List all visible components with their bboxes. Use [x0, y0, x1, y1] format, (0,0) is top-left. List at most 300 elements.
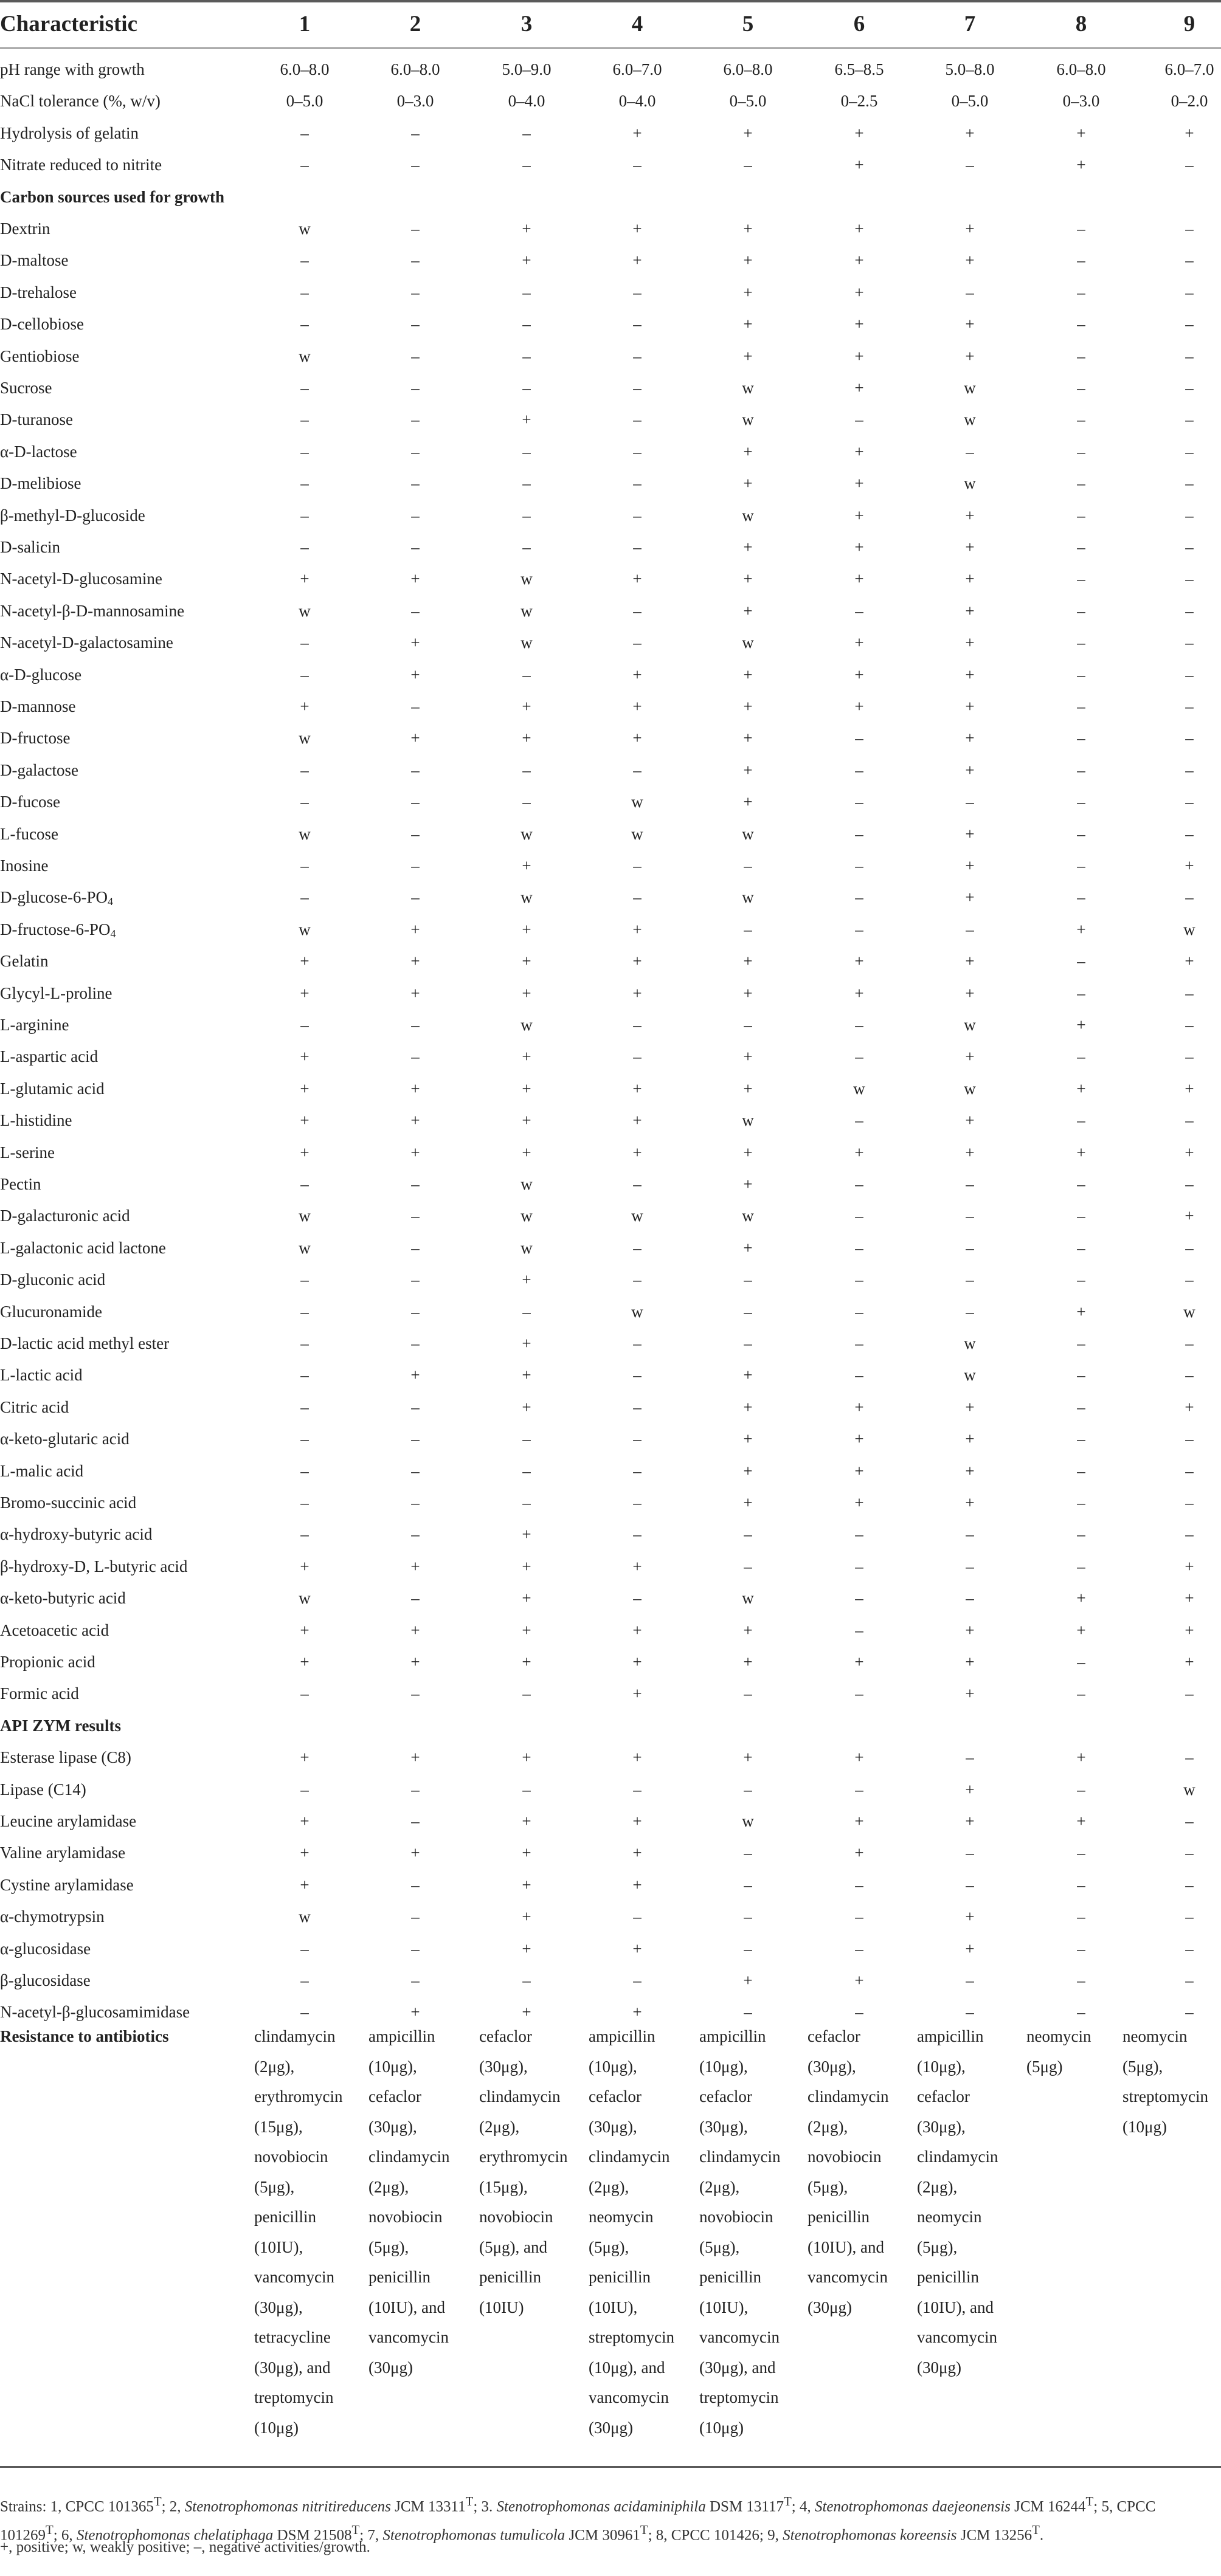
cell-col-9: –: [1185, 760, 1194, 779]
cell-col-8: –: [1077, 633, 1085, 652]
cell-col-1: w: [299, 920, 311, 938]
cell-col-1: –: [300, 1397, 309, 1416]
cell-col-9: –: [1185, 1016, 1194, 1034]
cell-col-1: w: [299, 219, 311, 238]
cell-col-8: +: [1076, 1812, 1086, 1830]
cell-col-2: –: [411, 697, 420, 715]
cell-col-4: –: [633, 1397, 642, 1416]
cell-col-2: –: [411, 156, 420, 174]
cell-col-2: –: [411, 1334, 420, 1352]
cell-col-7: +: [965, 1111, 975, 1130]
cell-col-4: –: [633, 283, 642, 301]
cell-col-9: +: [1185, 1620, 1194, 1639]
cell-col-8: –: [1077, 1270, 1085, 1289]
cell-col-3: +: [522, 1844, 531, 1862]
cell-col-7: +: [965, 1907, 975, 1926]
cell-col-5: –: [744, 1016, 752, 1034]
row-label: Lipase (C14): [0, 1780, 86, 1799]
cell-col-2: –: [411, 824, 420, 843]
cell-col-1: –: [300, 283, 309, 301]
cell-col-1: +: [300, 1143, 310, 1162]
row-label: Carbon sources used for growth: [0, 187, 225, 206]
cell-col-5: –: [744, 1302, 752, 1321]
cell-col-6: –: [855, 1111, 863, 1130]
cell-col-4: +: [632, 952, 642, 971]
row-label: Gelatin: [0, 952, 49, 971]
cell-col-2: +: [410, 729, 420, 748]
table-row: [0, 1646, 1221, 1678]
cell-col-9: +: [1185, 1653, 1194, 1671]
cell-col-6: +: [854, 697, 864, 715]
cell-col-6: w: [853, 1079, 865, 1098]
cell-col-3: –: [522, 1780, 531, 1799]
table-row: [0, 1805, 1221, 1837]
row-label: Valine arylamidase: [0, 1844, 126, 1862]
cell-col-6: –: [855, 824, 863, 843]
row-label: Gentiobiose: [0, 346, 80, 365]
resistance-col-7: ampicillin (10μg), cefaclor (30μg), clindamycin (2μg), neomycin (5μg), penicillin (10IU), and vancomycin (30μg): [917, 2027, 998, 2377]
cell-col-9: –: [1185, 1238, 1194, 1257]
cell-col-4: +: [632, 1111, 642, 1130]
table-row: [0, 563, 1221, 594]
cell-col-9: w: [1183, 920, 1195, 938]
cell-col-1: –: [300, 888, 309, 907]
row-label: Acetoacetic acid: [0, 1620, 109, 1639]
cell-col-9: –: [1185, 346, 1194, 365]
cell-col-6: +: [854, 633, 864, 652]
cell-col-5: +: [743, 793, 753, 811]
cell-col-9: –: [1185, 1525, 1194, 1544]
cell-col-7: +: [965, 760, 975, 779]
cell-col-4: +: [632, 1653, 642, 1671]
cell-col-9: –: [1185, 793, 1194, 811]
cell-col-3: w: [521, 633, 533, 652]
cell-col-7: –: [966, 793, 974, 811]
cell-col-2: –: [411, 1270, 420, 1289]
cell-col-7: –: [966, 1748, 974, 1767]
cell-col-1: w: [299, 1907, 311, 1926]
cell-col-8: –: [1077, 315, 1085, 334]
cell-col-3: +: [522, 1589, 531, 1608]
table-row: [0, 213, 1221, 244]
cell-col-2: –: [411, 760, 420, 779]
table-row: [0, 277, 1221, 308]
cell-col-3: +: [522, 1812, 531, 1830]
cell-col-5: +: [743, 1653, 753, 1671]
cell-col-1: –: [300, 1270, 309, 1289]
cell-col-5: +: [743, 1493, 753, 1512]
cell-col-4: 0–4.0: [618, 92, 656, 111]
cell-col-4: –: [633, 1525, 642, 1544]
cell-col-6: +: [854, 983, 864, 1002]
cell-col-6: –: [855, 793, 863, 811]
cell-col-1: –: [300, 156, 309, 174]
header-characteristic: Characteristic: [0, 12, 138, 36]
cell-col-8: –: [1077, 1175, 1085, 1193]
table-row: [0, 1901, 1221, 1932]
table-row: [0, 1455, 1221, 1487]
cell-col-1: –: [300, 1971, 309, 1989]
cell-col-9: –: [1185, 1111, 1194, 1130]
cell-col-6: –: [855, 1334, 863, 1352]
cell-col-1: –: [300, 856, 309, 875]
cell-col-5: +: [743, 1430, 753, 1448]
cell-col-8: –: [1077, 1844, 1085, 1862]
cell-col-4: –: [633, 506, 642, 525]
cell-col-6: –: [855, 1207, 863, 1225]
cell-col-5: +: [743, 952, 753, 971]
cell-col-4: +: [632, 219, 642, 238]
cell-col-1: –: [300, 1493, 309, 1512]
cell-col-4: –: [633, 856, 642, 875]
cell-col-3: –: [522, 442, 531, 461]
cell-col-6: +: [854, 952, 864, 971]
table-row: [0, 1487, 1221, 1518]
cell-col-8: –: [1077, 506, 1085, 525]
table-row: [0, 818, 1221, 850]
cell-col-1: –: [300, 1461, 309, 1480]
cell-col-2: +: [410, 1143, 420, 1162]
cell-col-8: –: [1077, 1780, 1085, 1799]
cell-col-5: +: [743, 123, 753, 142]
cell-col-8: –: [1077, 1111, 1085, 1130]
table-row: [0, 1837, 1221, 1868]
cell-col-9: –: [1185, 379, 1194, 397]
cell-col-2: –: [411, 123, 420, 142]
cell-col-5: +: [743, 1175, 753, 1193]
cell-col-1: –: [300, 506, 309, 525]
cell-col-7: +: [965, 1653, 975, 1671]
cell-col-8: –: [1077, 1557, 1085, 1576]
cell-col-3: –: [522, 665, 531, 684]
footnote-legend: +, positive; w, weakly positive; –, negative activities/growth.: [0, 2539, 370, 2555]
section-row: [0, 181, 1221, 213]
cell-col-5: +: [743, 283, 753, 301]
cell-col-7: +: [965, 251, 975, 270]
cell-col-9: +: [1185, 1079, 1194, 1098]
cell-col-6: –: [855, 1589, 863, 1608]
cell-col-7: –: [966, 1175, 974, 1193]
cell-col-4: +: [632, 1939, 642, 1958]
cell-col-5: +: [743, 1461, 753, 1480]
cell-col-3: +: [522, 410, 531, 429]
cell-col-2: +: [410, 2003, 420, 2022]
cell-col-1: w: [299, 1207, 311, 1225]
cell-col-6: +: [854, 123, 864, 142]
cell-col-2: +: [410, 665, 420, 684]
cell-col-3: +: [522, 1143, 531, 1162]
cell-col-6: –: [855, 1175, 863, 1193]
cell-col-5: +: [743, 1238, 753, 1257]
row-label: L-malic acid: [0, 1461, 84, 1480]
cell-col-4: –: [633, 538, 642, 556]
cell-col-1: –: [300, 315, 309, 334]
cell-col-3: +: [522, 983, 531, 1002]
cell-col-1: –: [300, 1016, 309, 1034]
table-row: [0, 1200, 1221, 1231]
cell-col-7: –: [966, 2003, 974, 2022]
cell-col-2: +: [410, 1844, 420, 1862]
cell-col-7: –: [966, 1238, 974, 1257]
cell-col-2: +: [410, 952, 420, 971]
cell-col-5: –: [744, 1939, 752, 1958]
cell-col-1: w: [299, 1589, 311, 1608]
cell-col-6: –: [855, 1620, 863, 1639]
row-label: D-cellobiose: [0, 315, 84, 334]
cell-col-7: +: [965, 1812, 975, 1830]
cell-col-7: +: [965, 1143, 975, 1162]
cell-col-3: –: [522, 506, 531, 525]
cell-col-2: –: [411, 1238, 420, 1257]
cell-col-2: –: [411, 1971, 420, 1989]
cell-col-5: +: [743, 538, 753, 556]
cell-col-3: –: [522, 346, 531, 365]
cell-col-9: –: [1185, 442, 1194, 461]
cell-col-7: w: [964, 1366, 976, 1385]
cell-col-8: –: [1077, 1366, 1085, 1385]
cell-col-8: –: [1077, 474, 1085, 493]
cell-col-3: +: [522, 1875, 531, 1894]
cell-col-2: –: [411, 506, 420, 525]
cell-col-6: –: [855, 729, 863, 748]
table-row: [0, 722, 1221, 754]
cell-col-4: –: [633, 1238, 642, 1257]
cell-col-2: –: [411, 1175, 420, 1193]
cell-col-7: –: [966, 1589, 974, 1608]
cell-col-2: +: [410, 1653, 420, 1671]
cell-col-2: –: [411, 1302, 420, 1321]
cell-col-5: +: [743, 665, 753, 684]
cell-col-2: –: [411, 1016, 420, 1034]
cell-col-9: –: [1185, 1366, 1194, 1385]
table-row: [0, 531, 1221, 563]
table-row: [0, 85, 1221, 117]
cell-col-8: –: [1077, 856, 1085, 875]
cell-col-7: w: [964, 410, 976, 429]
cell-col-2: –: [411, 251, 420, 270]
cell-col-9: –: [1185, 1684, 1194, 1703]
row-label: Inosine: [0, 856, 49, 875]
cell-col-3: –: [522, 538, 531, 556]
cell-col-7: +: [965, 1430, 975, 1448]
cell-col-7: +: [965, 1493, 975, 1512]
cell-col-4: –: [633, 315, 642, 334]
cell-col-5: –: [744, 1684, 752, 1703]
section-row: [0, 1710, 1221, 1741]
row-label: $D-glucose-6-PO_4$: [0, 888, 113, 908]
cell-col-8: –: [1077, 1047, 1085, 1066]
table-row: [0, 372, 1221, 404]
cell-col-8: –: [1077, 697, 1085, 715]
cell-col-4: w: [631, 793, 643, 811]
table-row: [0, 914, 1221, 945]
cell-col-3: +: [522, 1525, 531, 1544]
table-row: [0, 1168, 1221, 1200]
cell-col-6: +: [854, 1397, 864, 1416]
cell-col-3: +: [522, 1620, 531, 1639]
cell-col-4: –: [633, 346, 642, 365]
row-label: α-hydroxy-butyric acid: [0, 1525, 153, 1544]
cell-col-5: w: [742, 888, 754, 907]
cell-col-7: +: [965, 1620, 975, 1639]
cell-col-5: –: [744, 1334, 752, 1352]
table-row: [0, 1328, 1221, 1359]
table-row: [0, 977, 1221, 1009]
cell-col-7: w: [964, 379, 976, 397]
row-label: D-turanose: [0, 410, 73, 429]
table-row: [0, 1009, 1221, 1041]
table-row: [0, 1296, 1221, 1328]
footnote-strains: Strains: 1, CPCC $101365^T$; 2, Stenotrophomonas nitritireducens JCM $13311^T$; 3. Stenotrophomonas acidaminiphila DSM $13117^T$; 4, Stenotrophomonas daejeonensis JCM $16244^T$; 5, CPCC $101269^T$; 6, Stenotrophomonas chelatiphaga DSM $21508^T$; 7, Stenotrophomonas tumulicola JCM $30961^T$; 8, CPCC 101426; 9, Stenotrophomonas koreensis JCM $13256^T$.: [0, 2494, 1156, 2544]
cell-col-3: +: [522, 2003, 531, 2022]
cell-col-4: –: [633, 156, 642, 174]
cell-col-1: w: [299, 346, 311, 365]
cell-col-7: –: [966, 283, 974, 301]
table-row: [0, 1232, 1221, 1264]
cell-col-1: +: [300, 1653, 310, 1671]
cell-col-9: –: [1185, 665, 1194, 684]
header-col-7: 7: [964, 12, 976, 36]
cell-col-3: w: [521, 824, 533, 843]
cell-col-3: –: [522, 315, 531, 334]
cell-col-6: +: [854, 570, 864, 588]
cell-col-3: +: [522, 920, 531, 938]
row-label: D-mannose: [0, 697, 76, 715]
resistance-label: Resistance to antibiotics: [0, 2027, 169, 2045]
cell-col-5: +: [743, 1748, 753, 1767]
cell-col-5: +: [743, 474, 753, 493]
cell-col-8: +: [1076, 156, 1086, 174]
cell-col-2: –: [411, 1875, 420, 1894]
cell-col-9: –: [1185, 1493, 1194, 1512]
cell-col-3: +: [522, 219, 531, 238]
cell-col-6: +: [854, 1812, 864, 1830]
cell-col-9: –: [1185, 697, 1194, 715]
cell-col-9: –: [1185, 219, 1194, 238]
cell-col-6: +: [854, 474, 864, 493]
cell-col-3: +: [522, 1047, 531, 1066]
cell-col-3: –: [522, 1302, 531, 1321]
cell-col-8: –: [1077, 442, 1085, 461]
resistance-col-4: ampicillin (10μg), cefaclor (30μg), clindamycin (2μg), neomycin (5μg), penicillin (10IU), streptomycin (10μg), and vancomycin (30μg): [589, 2027, 674, 2437]
cell-col-6: +: [854, 1430, 864, 1448]
header-col-6: 6: [853, 12, 865, 36]
table-row: [0, 945, 1221, 977]
row-label: L-glutamic acid: [0, 1079, 105, 1098]
row-label: Leucine arylamidase: [0, 1812, 137, 1830]
cell-col-2: –: [411, 888, 420, 907]
cell-col-6: +: [854, 1143, 864, 1162]
cell-col-1: –: [300, 760, 309, 779]
row-label: D-fructose: [0, 729, 71, 748]
table-row: [0, 1678, 1221, 1709]
cell-col-6: +: [854, 1653, 864, 1671]
cell-col-1: –: [300, 1684, 309, 1703]
cell-col-7: +: [965, 1397, 975, 1416]
resistance-col-1: clindamycin (2μg), erythromycin (15μg), novobiocin (5μg), penicillin (10IU), vancomycin (30μg), tetracycline (30μg), and treptomycin (10μg): [254, 2027, 343, 2437]
cell-col-2: –: [411, 1684, 420, 1703]
cell-col-4: –: [633, 1016, 642, 1034]
cell-col-7: +: [965, 983, 975, 1002]
table-row: [0, 881, 1221, 913]
table-row: [0, 659, 1221, 690]
row-label: Propionic acid: [0, 1653, 95, 1671]
cell-col-4: –: [633, 633, 642, 652]
cell-col-5: +: [743, 1047, 753, 1066]
cell-col-6: –: [855, 601, 863, 620]
cell-col-7: w: [964, 1016, 976, 1034]
table-row: [0, 754, 1221, 786]
cell-col-3: +: [522, 1907, 531, 1926]
cell-col-9: –: [1185, 1844, 1194, 1862]
cell-col-2: –: [411, 283, 420, 301]
row-label: Esterase lipase (C8): [0, 1748, 131, 1767]
cell-col-5: +: [743, 1143, 753, 1162]
cell-col-1: –: [300, 1302, 309, 1321]
cell-col-4: –: [633, 1907, 642, 1926]
table-row: [0, 308, 1221, 340]
cell-col-8: –: [1077, 1430, 1085, 1448]
cell-col-1: –: [300, 410, 309, 429]
cell-col-7: w: [964, 474, 976, 493]
cell-col-7: –: [966, 1525, 974, 1544]
table-row: [0, 1264, 1221, 1295]
resistance-col-9: neomycin (5μg), streptomycin (10μg): [1122, 2027, 1208, 2136]
cell-col-4: +: [632, 1557, 642, 1576]
cell-col-9: –: [1185, 1461, 1194, 1480]
table-row: [0, 1518, 1221, 1550]
cell-col-3: +: [522, 952, 531, 971]
table-row: [0, 1551, 1221, 1582]
row-label: Pectin: [0, 1175, 41, 1193]
cell-col-8: –: [1077, 1939, 1085, 1958]
cell-col-8: +: [1076, 123, 1086, 142]
cell-col-6: –: [855, 2003, 863, 2022]
cell-col-4: w: [631, 824, 643, 843]
table-row: [0, 244, 1221, 276]
cell-col-6: 0–2.5: [840, 92, 878, 111]
cell-col-8: –: [1077, 1461, 1085, 1480]
cell-col-1: +: [300, 697, 310, 715]
cell-col-3: –: [522, 793, 531, 811]
cell-col-3: –: [522, 1493, 531, 1512]
cell-col-5: +: [743, 570, 753, 588]
cell-col-9: –: [1185, 570, 1194, 588]
cell-col-7: –: [966, 1557, 974, 1576]
cell-col-3: –: [522, 156, 531, 174]
cell-col-1: –: [300, 1175, 309, 1193]
cell-col-6: +: [854, 1461, 864, 1480]
cell-col-8: –: [1077, 1875, 1085, 1894]
cell-col-4: –: [633, 410, 642, 429]
row-label: Bromo-succinic acid: [0, 1493, 137, 1512]
cell-col-6: +: [854, 665, 864, 684]
cell-col-9: +: [1185, 1397, 1194, 1416]
cell-col-7: –: [966, 1302, 974, 1321]
cell-col-5: –: [744, 856, 752, 875]
cell-col-1: –: [300, 251, 309, 270]
cell-col-9: –: [1185, 2003, 1194, 2022]
bottom-rule: [0, 2466, 1221, 2468]
cell-col-3: +: [522, 1748, 531, 1767]
cell-col-5: 6.0–8.0: [723, 60, 773, 78]
cell-col-8: –: [1077, 251, 1085, 270]
cell-col-8: –: [1077, 283, 1085, 301]
header-col-8: 8: [1075, 12, 1087, 36]
row-label: α-chymotrypsin: [0, 1907, 105, 1926]
cell-col-2: +: [410, 1748, 420, 1767]
cell-col-6: –: [855, 1684, 863, 1703]
